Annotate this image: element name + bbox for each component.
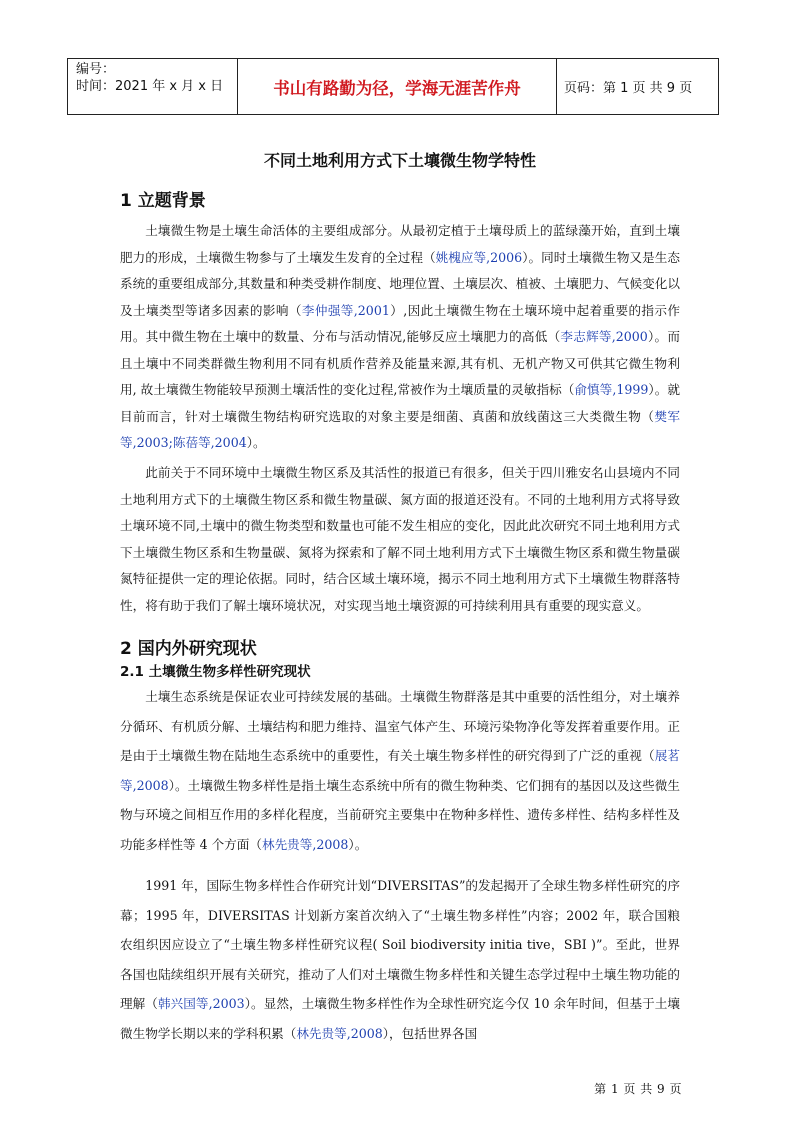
paragraph-status-1: 土壤生态系统是保证农业可持续发展的基础。土壤微生物群落是其中重要的活性组分，对土壤养分循环、有机质分解、土壤结构和肥力维持、温室气体产生、环境污染物净化等发挥着重要作用。正是由于土壤微生物在陆地生态系统中的重要性，有关土壤生物多样性的研究得到了广泛的重视（展茗等,2008）。土壤微生物多样性是指土壤生态系统中所有的微生物种类、它们拥有的基因以及这些微生物与环境之间相互作用的多样化程度，当前研究主要集中在物种多样性、遗传多样性、结构多样性及功能多样性等 4 个方面（林先贵等,2008）。 xyxy=(120,689,681,852)
paragraph-background-1: 土壤微生物是土壤生命活体的主要组成部分。从最初定植于土壤母质上的蓝绿藻开始，直到土壤肥力的形成，土壤微生物参与了土壤发生发育的全过程（姚槐应等,2006）。同时土壤微生物又是生态系统的重要组成部分,其数量和种类受耕作制度、地理位置、土壤层次、植被、土壤肥力、气候变化以及土壤类型等诸多因素的影响（李仲强等,2001）,因此土壤微生物在土壤环境中起着重要的指示作用。其中微生物在土壤中的数量、分布与活动情况,能够反应土壤肥力的高低（李志辉等,2000）。而且土壤中不同类群微生物利用不同有机质作营养及能量来源,其有机、无机产物又可供其它微生物利用, 故土壤微生物能较早预测土壤活性的变化过程,常被作为土壤质量的灵敏指标（俞慎等,1999）。就目前而言，针对土壤微生物结构研究选取的对象主要是细菌、真菌和放线菌这三大类微生物（樊军等,2003;陈蓓等,2004）。 xyxy=(120,223,681,450)
subsection-heading-2-1: 2.1 土壤微生物多样性研究现状 xyxy=(120,664,311,680)
doc-id-label: 编号： xyxy=(76,62,116,77)
doc-time-label: 时间：2021 年 x 月 x 日 xyxy=(76,79,224,94)
section-heading-1: 1 立题背景 xyxy=(120,191,206,211)
citation-link[interactable]: 李仲强等,2001 xyxy=(301,302,390,318)
header-page-info: 页码：第 1 页 共 9 页 xyxy=(564,81,693,96)
paragraph-status-2: 1991 年，国际生物多样性合作研究计划“DIVERSITAS”的发起揭开了全球生物多样性研究的序幕；1995 年，DIVERSITAS 计划新方案首次纳入了“土壤生物多样性”内容；2002 年，联合国粮农组织因应设立了“土壤生物多样性研究议程( Soil biodiversity initia tive，SBI )”。至此，世界各国也陆续组织开展有关研究，推动了人们对土壤微生物多样性和关键生态学过程中土壤生物功能的理解（韩兴国等,2003）。显然，土壤微生物多样性作为全球性研究迄今仅 10 余年时间，但基于土壤微生物学长期以来的学科积累（林先贵等,2008），包括世界各国 xyxy=(120,878,681,1041)
citation-link[interactable]: 韩兴国等,2003 xyxy=(157,996,245,1011)
citation-link[interactable]: 姚槐应等,2006 xyxy=(435,249,523,265)
document-title: 不同土地利用方式下土壤微生物学特性 xyxy=(263,151,536,170)
citation-link[interactable]: 展茗等,2008 xyxy=(120,748,681,793)
citation-link[interactable]: 李志辉等,2000 xyxy=(560,329,648,344)
citation-link[interactable]: 樊军等,2003;陈蓓等,2004 xyxy=(120,408,681,450)
page-header xyxy=(67,58,719,115)
page-footer: 第 1 页 共 9 页 xyxy=(594,1082,682,1096)
citation-link[interactable]: 林先贵等,2008 xyxy=(296,1025,383,1041)
header-motto: 书山有路勤为径，学海无涯苦作舟 xyxy=(237,59,557,114)
citation-link[interactable]: 俞慎等,1999 xyxy=(574,382,649,397)
citation-link[interactable]: 林先贵等,2008 xyxy=(261,836,349,852)
section-heading-2: 2 国内外研究现状 xyxy=(120,639,257,659)
header-meta xyxy=(68,59,237,114)
paragraph-background-2: 此前关于不同环境中土壤微生物区系及其活性的报道已有很多，但关于四川雅安名山县境内不同土地利用方式下的土壤微生物区系和微生物量碳、氮方面的报道还没有。不同的土地利用方式将导致土壤环境不同,土壤中的微生物类型和数量也可能不发生相应的变化，因此此次研究不同土地利用方式下土壤微生物区系和生物量碳、氮将为探索和了解不同土地利用方式下土壤微生物区系和微生物量碳氮特征提供一定的理论依据。同时，结合区域土壤环境，揭示不同土地利用方式下土壤微生物群落特性，将有助于我们了解土壤环境状况，对实现当地土壤资源的可持续利用具有重要的现实意义。 xyxy=(120,465,680,613)
